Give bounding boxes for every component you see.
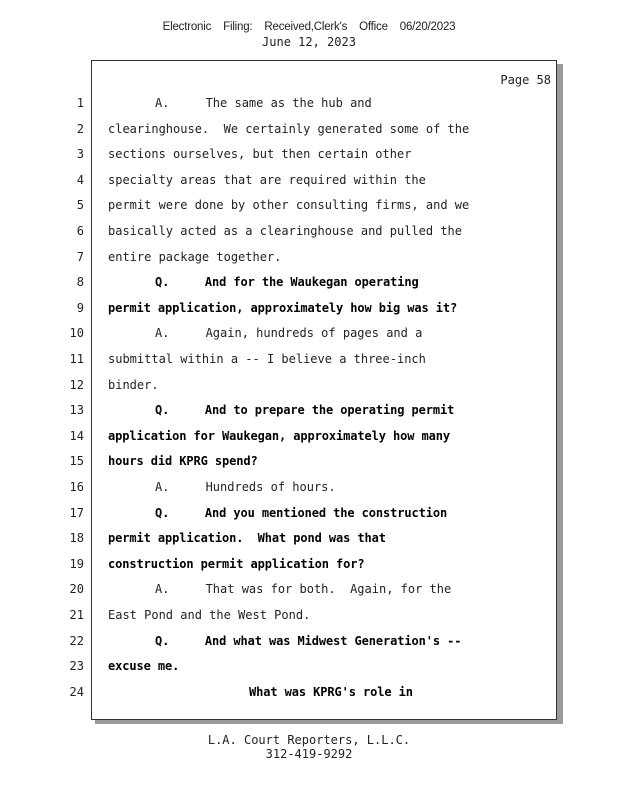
transcript-line xyxy=(0,220,560,242)
line-text: sections ourselves, but then certain other xyxy=(108,147,412,162)
line-text: permit were done by other consulting firms, and we xyxy=(108,198,470,213)
line-text: application for Waukegan, approximately how many xyxy=(108,428,450,443)
line-number: 16 xyxy=(69,480,84,494)
filing-word: Received,Clerk's xyxy=(264,21,348,33)
transcript-line xyxy=(0,681,560,703)
transcript-line xyxy=(0,604,560,626)
line-number: 3 xyxy=(76,147,84,162)
line-number: 8 xyxy=(76,275,84,290)
line-number: 24 xyxy=(69,684,84,699)
line-number: 6 xyxy=(76,224,84,238)
line-text: construction permit application for? xyxy=(108,556,365,571)
line-number: 1 xyxy=(76,96,84,110)
line-text: A. That was for both. Again, for the xyxy=(155,582,452,597)
transcript-line xyxy=(0,476,560,498)
filing-word: 06/20/2023 xyxy=(399,21,456,33)
transcript-line xyxy=(0,297,560,319)
transcript-line xyxy=(0,553,560,575)
filing-header xyxy=(0,20,618,50)
reporter-phone: 312-419-9292 xyxy=(265,747,353,761)
line-number: 17 xyxy=(69,505,84,520)
transcript-line xyxy=(0,246,560,268)
line-text: A. The same as the hub and xyxy=(155,96,372,110)
transcript-line xyxy=(0,169,560,191)
transcript-line xyxy=(0,578,560,600)
reporter-company: L.A. Court Reporters, L.L.C. xyxy=(207,733,411,747)
transcript-line xyxy=(0,450,560,472)
line-number: 15 xyxy=(69,454,84,469)
line-text: binder. xyxy=(108,377,159,392)
transcript-line xyxy=(0,348,560,370)
line-number: 11 xyxy=(69,352,84,366)
line-number: 20 xyxy=(69,582,84,597)
line-text: permit application. What pond was that xyxy=(108,531,386,546)
filing-word: Office xyxy=(359,21,388,33)
line-text: basically acted as a clearinghouse and pulled the xyxy=(108,224,463,238)
transcript-line xyxy=(0,655,560,677)
line-text: What was KPRG's role in xyxy=(249,684,413,699)
filing-word: Filing: xyxy=(223,21,253,33)
transcript-line xyxy=(0,92,560,114)
line-number: 2 xyxy=(76,121,84,136)
line-number: 21 xyxy=(69,608,84,622)
court-reporter-footer xyxy=(0,733,618,761)
transcript-line xyxy=(0,425,560,447)
line-text: Q. And you mentioned the construction xyxy=(155,505,448,520)
line-text: Q. And for the Waukegan operating xyxy=(155,275,419,290)
line-text: Q. And to prepare the operating permit xyxy=(155,403,455,418)
transcript-line xyxy=(0,322,560,344)
line-text: entire package together. xyxy=(108,249,282,264)
line-number: 7 xyxy=(76,249,84,264)
transcript-line xyxy=(0,374,560,396)
line-number: 22 xyxy=(69,633,84,648)
transcript-line xyxy=(0,143,560,165)
line-text: submittal within a -- I believe a three-inch xyxy=(108,352,426,366)
transcript-line xyxy=(0,399,560,421)
line-number: 4 xyxy=(76,172,84,187)
line-number: 23 xyxy=(69,659,84,674)
line-number: 12 xyxy=(69,377,84,392)
line-text: East Pond and the West Pond. xyxy=(108,608,311,622)
line-number: 5 xyxy=(76,198,84,213)
transcript-line xyxy=(0,502,560,524)
line-number: 9 xyxy=(76,300,84,315)
line-number: 10 xyxy=(69,326,84,341)
line-text: Q. And what was Midwest Generation's -- xyxy=(155,633,462,648)
transcript-line xyxy=(0,527,560,549)
transcript-date: June 12, 2023 xyxy=(262,35,356,49)
line-number: 13 xyxy=(69,403,84,418)
transcript-line xyxy=(0,194,560,216)
line-number: 19 xyxy=(69,556,84,571)
line-text: excuse me. xyxy=(108,659,180,674)
page-number-label: Page 58 xyxy=(500,73,551,87)
filing-word: Electronic xyxy=(162,21,212,33)
line-number: 18 xyxy=(69,531,84,546)
line-text: specialty areas that are required within the xyxy=(108,172,426,187)
line-text: permit application, approximately how big was it? xyxy=(108,300,458,315)
transcript-line xyxy=(0,630,560,652)
line-number: 14 xyxy=(69,428,84,443)
line-text: A. Again, hundreds of pages and a xyxy=(155,326,423,341)
line-text: hours did KPRG spend? xyxy=(108,454,258,469)
line-text: A. Hundreds of hours. xyxy=(155,480,336,494)
line-text: clearinghouse. We certainly generated some of the xyxy=(108,121,470,136)
transcript-line xyxy=(0,271,560,293)
filing-stamp xyxy=(0,20,618,35)
transcript-line xyxy=(0,118,560,140)
